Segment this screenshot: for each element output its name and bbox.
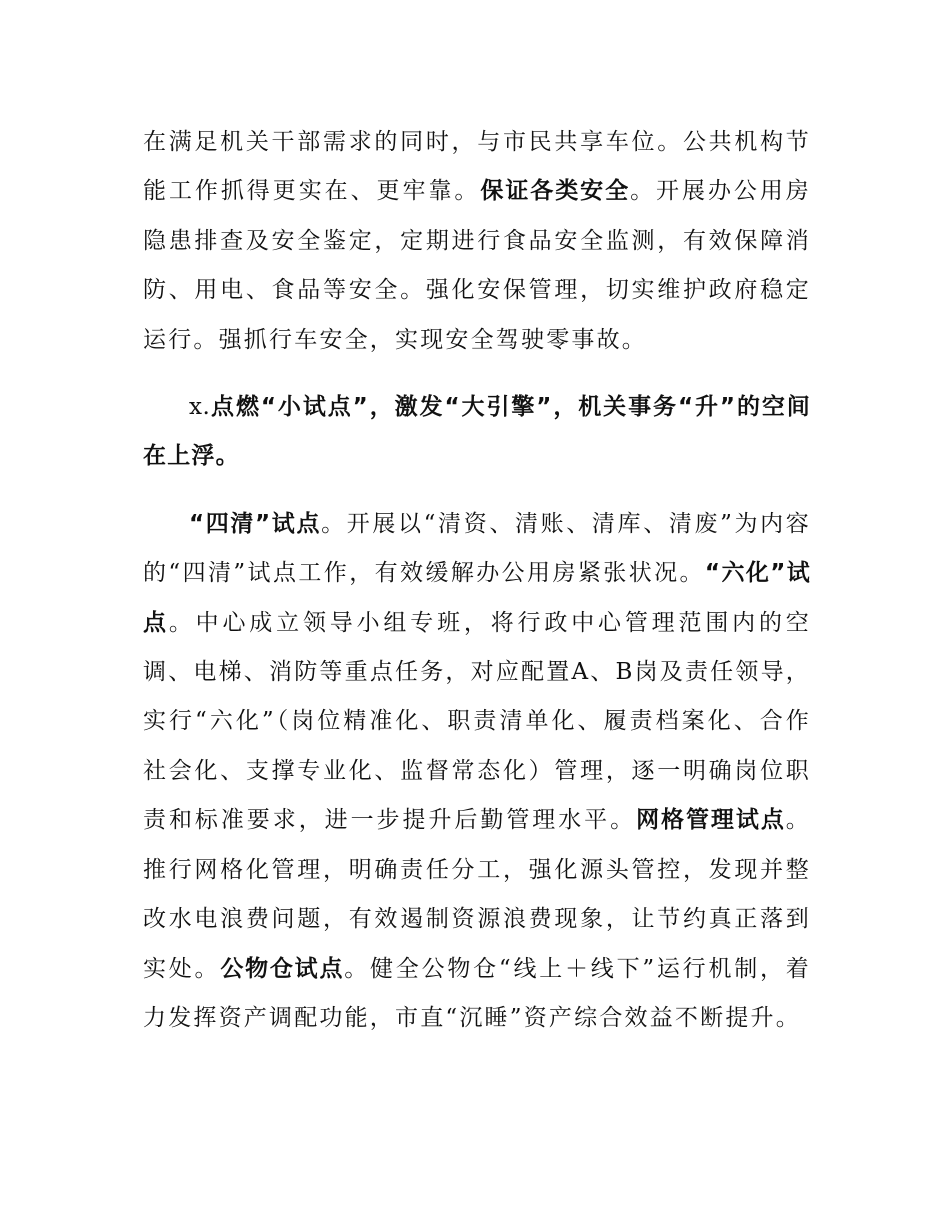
bold-heading-liuhua: “六化”试点 bbox=[143, 560, 811, 636]
paragraph-text: 。推行网格化管理，明确责任分工，强化源头管控，发现并整改水电浪费问题，有效遏制资源浪费现象，让节约真正落到实处。 bbox=[143, 807, 811, 982]
bold-heading-siqing: “四清”试点 bbox=[189, 510, 322, 537]
section-heading bbox=[143, 383, 811, 482]
bold-heading-grid: 网格管理试点 bbox=[636, 807, 786, 834]
paragraph-text: 。开展办公用房隐患排查及安全鉴定，定期进行食品安全监测，有效保障消防、用电、食品等安全。强化安保管理，切实维护政府稳定运行。强抓行车安全，实现安全驾驶零事故。 bbox=[143, 178, 812, 353]
section-heading-text: 点燃“小试点”，激发“大引擎”，机关事务“升”的空间在上浮。 bbox=[143, 394, 811, 470]
paragraph-text: 在满足机关干部需求的同时，与市民共享车位。公共机构节能工作抓得更实在、更牢靠。 bbox=[143, 129, 811, 205]
document-page bbox=[143, 118, 811, 1043]
bold-heading-safety: 保证各类安全 bbox=[480, 178, 631, 205]
paragraph-text: 。健全公物仓“线上＋线下”运行机制，着力发挥资产调配功能，市直“沉睡”资产综合效益不断提升。 bbox=[143, 955, 811, 1031]
section-marker: x. bbox=[189, 394, 211, 421]
paragraph-safety bbox=[143, 118, 811, 365]
paragraph-text: 。开展以“清资、清账、清库、清废”为内容的“四清”试点工作，有效缓解办公用房紧张状况。 bbox=[143, 510, 811, 587]
bold-heading-warehouse: 公物仓试点 bbox=[220, 955, 345, 982]
paragraph-pilots bbox=[143, 500, 811, 1043]
paragraph-text: 。中心成立领导小组专班，将行政中心管理范围内的空调、电梯、消防等重点任务，对应配置A、B岗及责任领导，实行“六化”（岗位精准化、职责清单化、履责档案化、合作社会化、支撑专业化、监督常态化）管理，逐一明确岗位职责和标准要求，进一步提升后勤管理水平。 bbox=[143, 609, 811, 834]
